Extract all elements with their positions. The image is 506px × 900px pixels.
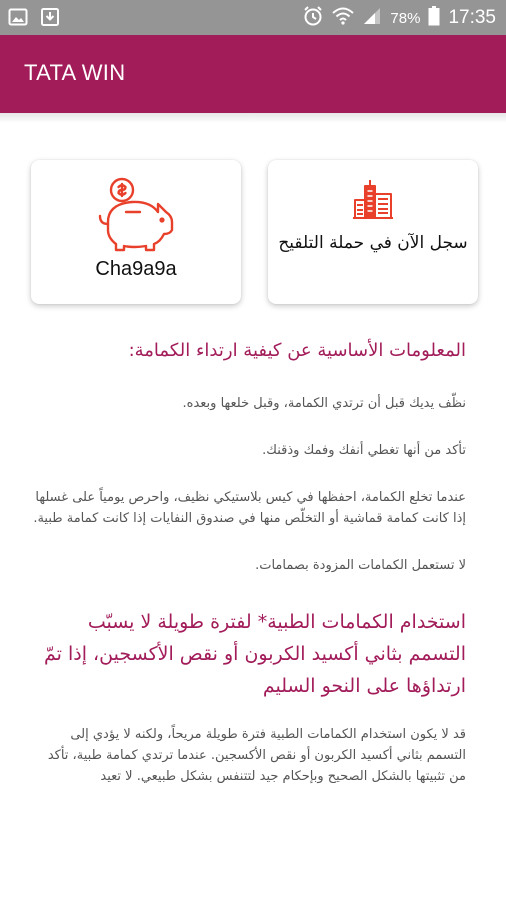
paragraph: عندما تخلع الكمامة، احفظها في كيس بلاستيكي نظيف، واحرص يومياً على غسلها إذا كانت كمامة قماشية أو التخلّص منها في صندوق النفايات إذا كانت كمامة طبية.: [33, 490, 466, 526]
article-content: [30, 335, 466, 787]
download-icon: [40, 7, 60, 31]
cha9a9a-card[interactable]: [31, 160, 241, 304]
image-icon: [8, 7, 28, 31]
signal-icon: [362, 6, 382, 30]
city-buildings-icon: [351, 178, 395, 224]
vaccination-label: سجل الآن في حملة التلقيح: [278, 233, 468, 253]
app-bar: [0, 35, 506, 113]
paragraph: تأكد من أنها تغطي أنفك وفمك وذقنك.: [262, 443, 466, 458]
vaccination-card[interactable]: [268, 160, 478, 304]
alarm-icon: [302, 5, 324, 31]
app-title: TATA WIN: [24, 60, 126, 85]
heading-mask-basics: المعلومات الأساسية عن كيفية ارتداء الكمامة:: [128, 340, 466, 361]
status-bar: [0, 0, 506, 35]
paragraph: لا تستعمل الكمامات المزودة بصمامات.: [255, 558, 466, 573]
app-bar-shadow: [0, 113, 506, 123]
clock: 17:35: [448, 7, 496, 28]
paragraph: نظّف يديك قبل أن ترتدي الكمامة، وقبل خلعها وبعده.: [182, 396, 466, 411]
battery-percent: 78%: [390, 9, 421, 27]
piggy-bank-icon: [88, 176, 184, 260]
paragraph: قد لا يكون استخدام الكمامات الطبية فترة طويلة مريحاً، ولكنه لا يؤدي إلى التسمم بثاني أكسيد الكربون أو نقص الأكسجين. عندما ترتدي كمامة طبية، تأكد من تثبيتها بالشكل الصحيح وبإحكام جيد لتتنفس بشكل طبيعي. لا تعيد: [47, 727, 466, 784]
heading-medical-masks: استخدام الكمامات الطبية* لفترة طويلة لا يسبّب التسمم بثاني أكسيد الكربون أو نقص الأكسجين، إذا تمّ ارتداؤها على النحو السليم: [44, 611, 466, 697]
cha9a9a-label: Cha9a9a: [95, 258, 177, 280]
battery-icon: [428, 6, 440, 30]
wifi-icon: [332, 6, 354, 30]
